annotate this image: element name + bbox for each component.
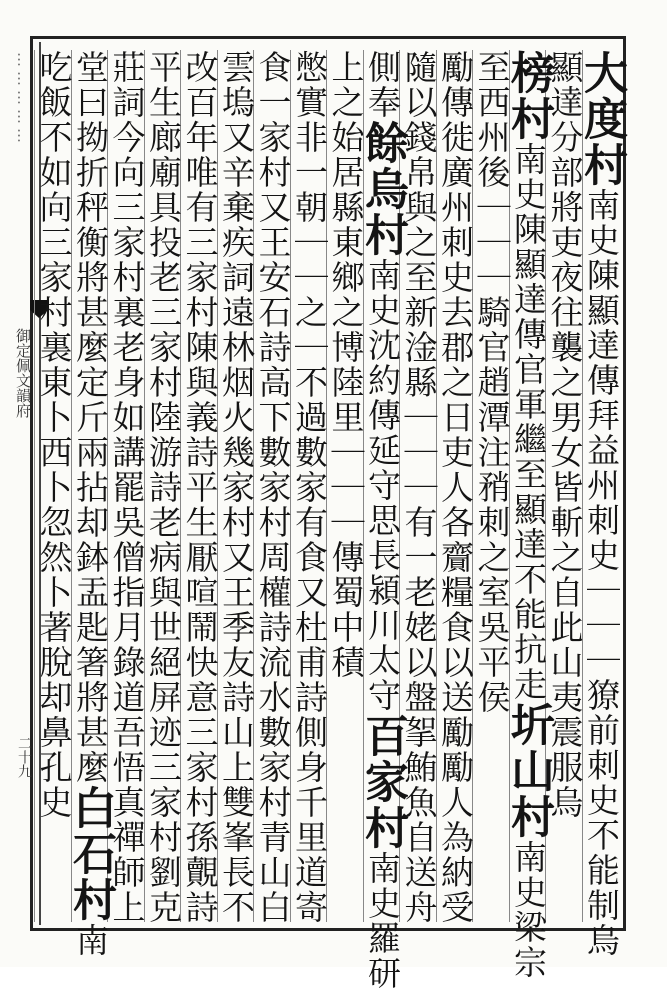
frame-left-border: [30, 36, 33, 931]
text-run: 平生廊廟具投老三家村陸游詩老病與世絕屏迹三家村劉克: [144, 50, 183, 925]
text-run: 南史羅研: [363, 851, 402, 991]
text-run: 莊詞今向三家村裏老身如講罷吳僧指月錄道吾悟真禪師上: [107, 50, 147, 925]
text-column: [576, 50, 627, 958]
text-column: [144, 50, 183, 925]
frame-top-border: [30, 36, 626, 39]
headword: 大度村: [576, 50, 627, 188]
text-run: 傳蜀中積: [326, 540, 366, 680]
text-run: 始居縣東鄉之博陸里｜｜｜: [326, 120, 366, 540]
text-run: 室吳平侯: [472, 575, 512, 715]
text-run: 隨以錢帛與之至新淦縣｜｜｜有一老姥以盤挐鮪魚自送舟: [399, 50, 439, 925]
headword: 榜村: [503, 50, 554, 142]
text-column: [472, 50, 510, 922]
book-title: 御定佩文韻府: [14, 328, 32, 418]
text-column: [357, 50, 408, 991]
text-run: 堂曰拗折秤衡將甚麼定斤兩拈却鉢盂匙箸將甚麼: [71, 50, 110, 785]
headword: 圻山村: [503, 702, 554, 840]
text-run: 食一家村又王安石詩高下數家村周權詩流水數家村青山白: [253, 50, 293, 925]
text-run: 吃飯不如向三家村裏東卜西卜忽然卜著脫却鼻孔: [34, 50, 74, 785]
headword: 餘烏村: [357, 120, 408, 258]
text-column: [34, 50, 72, 922]
headword: 白石村: [65, 785, 116, 923]
text-run: 南: [71, 923, 110, 958]
text-column: [436, 50, 475, 925]
text-run: 南史陳顯達傳拜益州刺史｜｜｜獠前刺史不能制烏: [582, 188, 621, 958]
text-column: [503, 50, 554, 980]
text-run: 雲塢又辛棄疾詞遠林烟火幾家村又王季友詩山上雙峯長不: [217, 50, 256, 925]
text-column: [290, 50, 329, 925]
headword: 百家村: [357, 713, 408, 851]
text-column: [253, 50, 293, 925]
text-column: [180, 50, 220, 925]
text-run: 史: [34, 785, 74, 820]
text-run: 南史陳顯達傳官軍繼至顯達不能抗走: [509, 142, 548, 702]
text-run: 勵傳徙廣州刺史去郡之日吏人各齎糧食以送勵勵人為納受: [436, 50, 475, 925]
text-run: 顯達分部將吏夜往襲之男女皆斬之自此山夷震服烏: [545, 50, 585, 820]
text-run: 至西州後｜｜｜騎官趙潭注矟刺之: [472, 50, 512, 575]
text-run: 改百年唯有三家村陳與義詩平生厭喧鬧快意三家村孫覿詩: [180, 50, 220, 925]
text-run: 南史梁宗: [509, 840, 548, 980]
text-column: [65, 50, 116, 958]
text-run: 憋實非一朝｜｜之｜不過數家有食又杜甫詩側身千里道寄: [290, 50, 329, 925]
page-number: 二十九: [16, 736, 32, 778]
text-run: 南史沈約傳延守思長潁川太守: [363, 258, 402, 713]
text-run: 側奉: [363, 50, 402, 120]
text-run: 上之: [326, 50, 366, 120]
margin-marks: ……………: [14, 52, 32, 147]
text-column: [326, 50, 364, 922]
text-column: [217, 50, 256, 925]
